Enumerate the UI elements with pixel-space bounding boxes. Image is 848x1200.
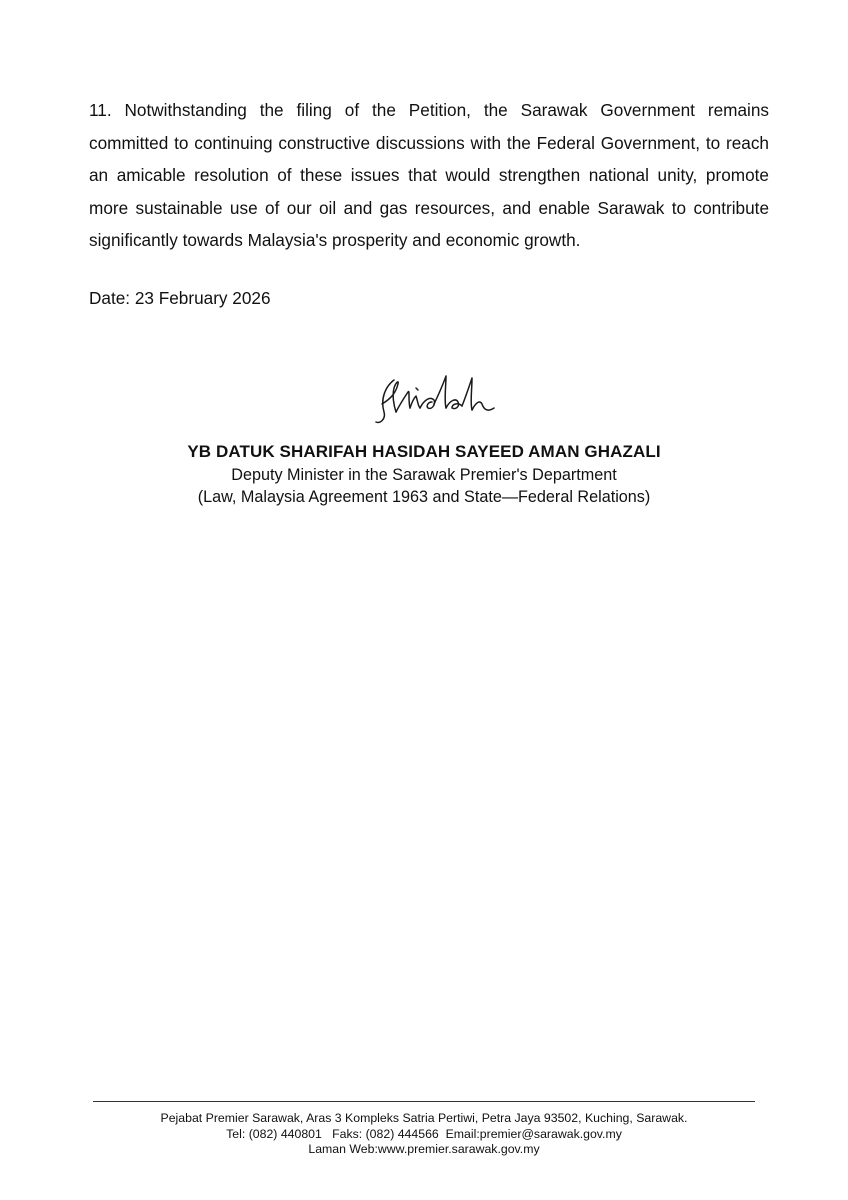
signatory-name: YB DATUK SHARIFAH HASIDAH SAYEED AMAN GHAZALI [187,442,661,461]
footer-divider [93,1101,755,1102]
paragraph-11: 11. Notwithstanding the filing of the Petition, the Sarawak Government remains committed to continuing constructive discussions with the Federal Government, to reach an amicable resolution of these issues that would strengthen national unity, promote more sustainable use of our oil and gas resources, and enable Sarawak to contribute significantly towards Malaysia's prosperity and economic growth. [89,100,769,250]
footer-fax: Faks: (082) 444566 [332,1126,439,1141]
signatory-block [0,440,848,508]
footer-telephone: Tel: (082) 440801 [226,1126,322,1141]
footer-address: Pejabat Premier Sarawak, Aras 3 Kompleks Satria Pertiwi, Petra Jaya 93502, Kuching, Sarawak. [160,1111,688,1125]
footer-website[interactable]: Laman Web:www.premier.sarawak.gov.my [308,1142,540,1156]
handwritten-signature [372,372,502,432]
letterhead-footer [0,1111,848,1158]
footer-contact-line [0,1127,848,1143]
date-line: Date: 23 February 2026 [89,288,271,308]
signatory-portfolio: (Law, Malaysia Agreement 1963 and State—Federal Relations) [197,488,651,506]
footer-email[interactable]: Email:premier@sarawak.gov.my [445,1126,622,1141]
signatory-title: Deputy Minister in the Sarawak Premier's Department [231,466,617,484]
